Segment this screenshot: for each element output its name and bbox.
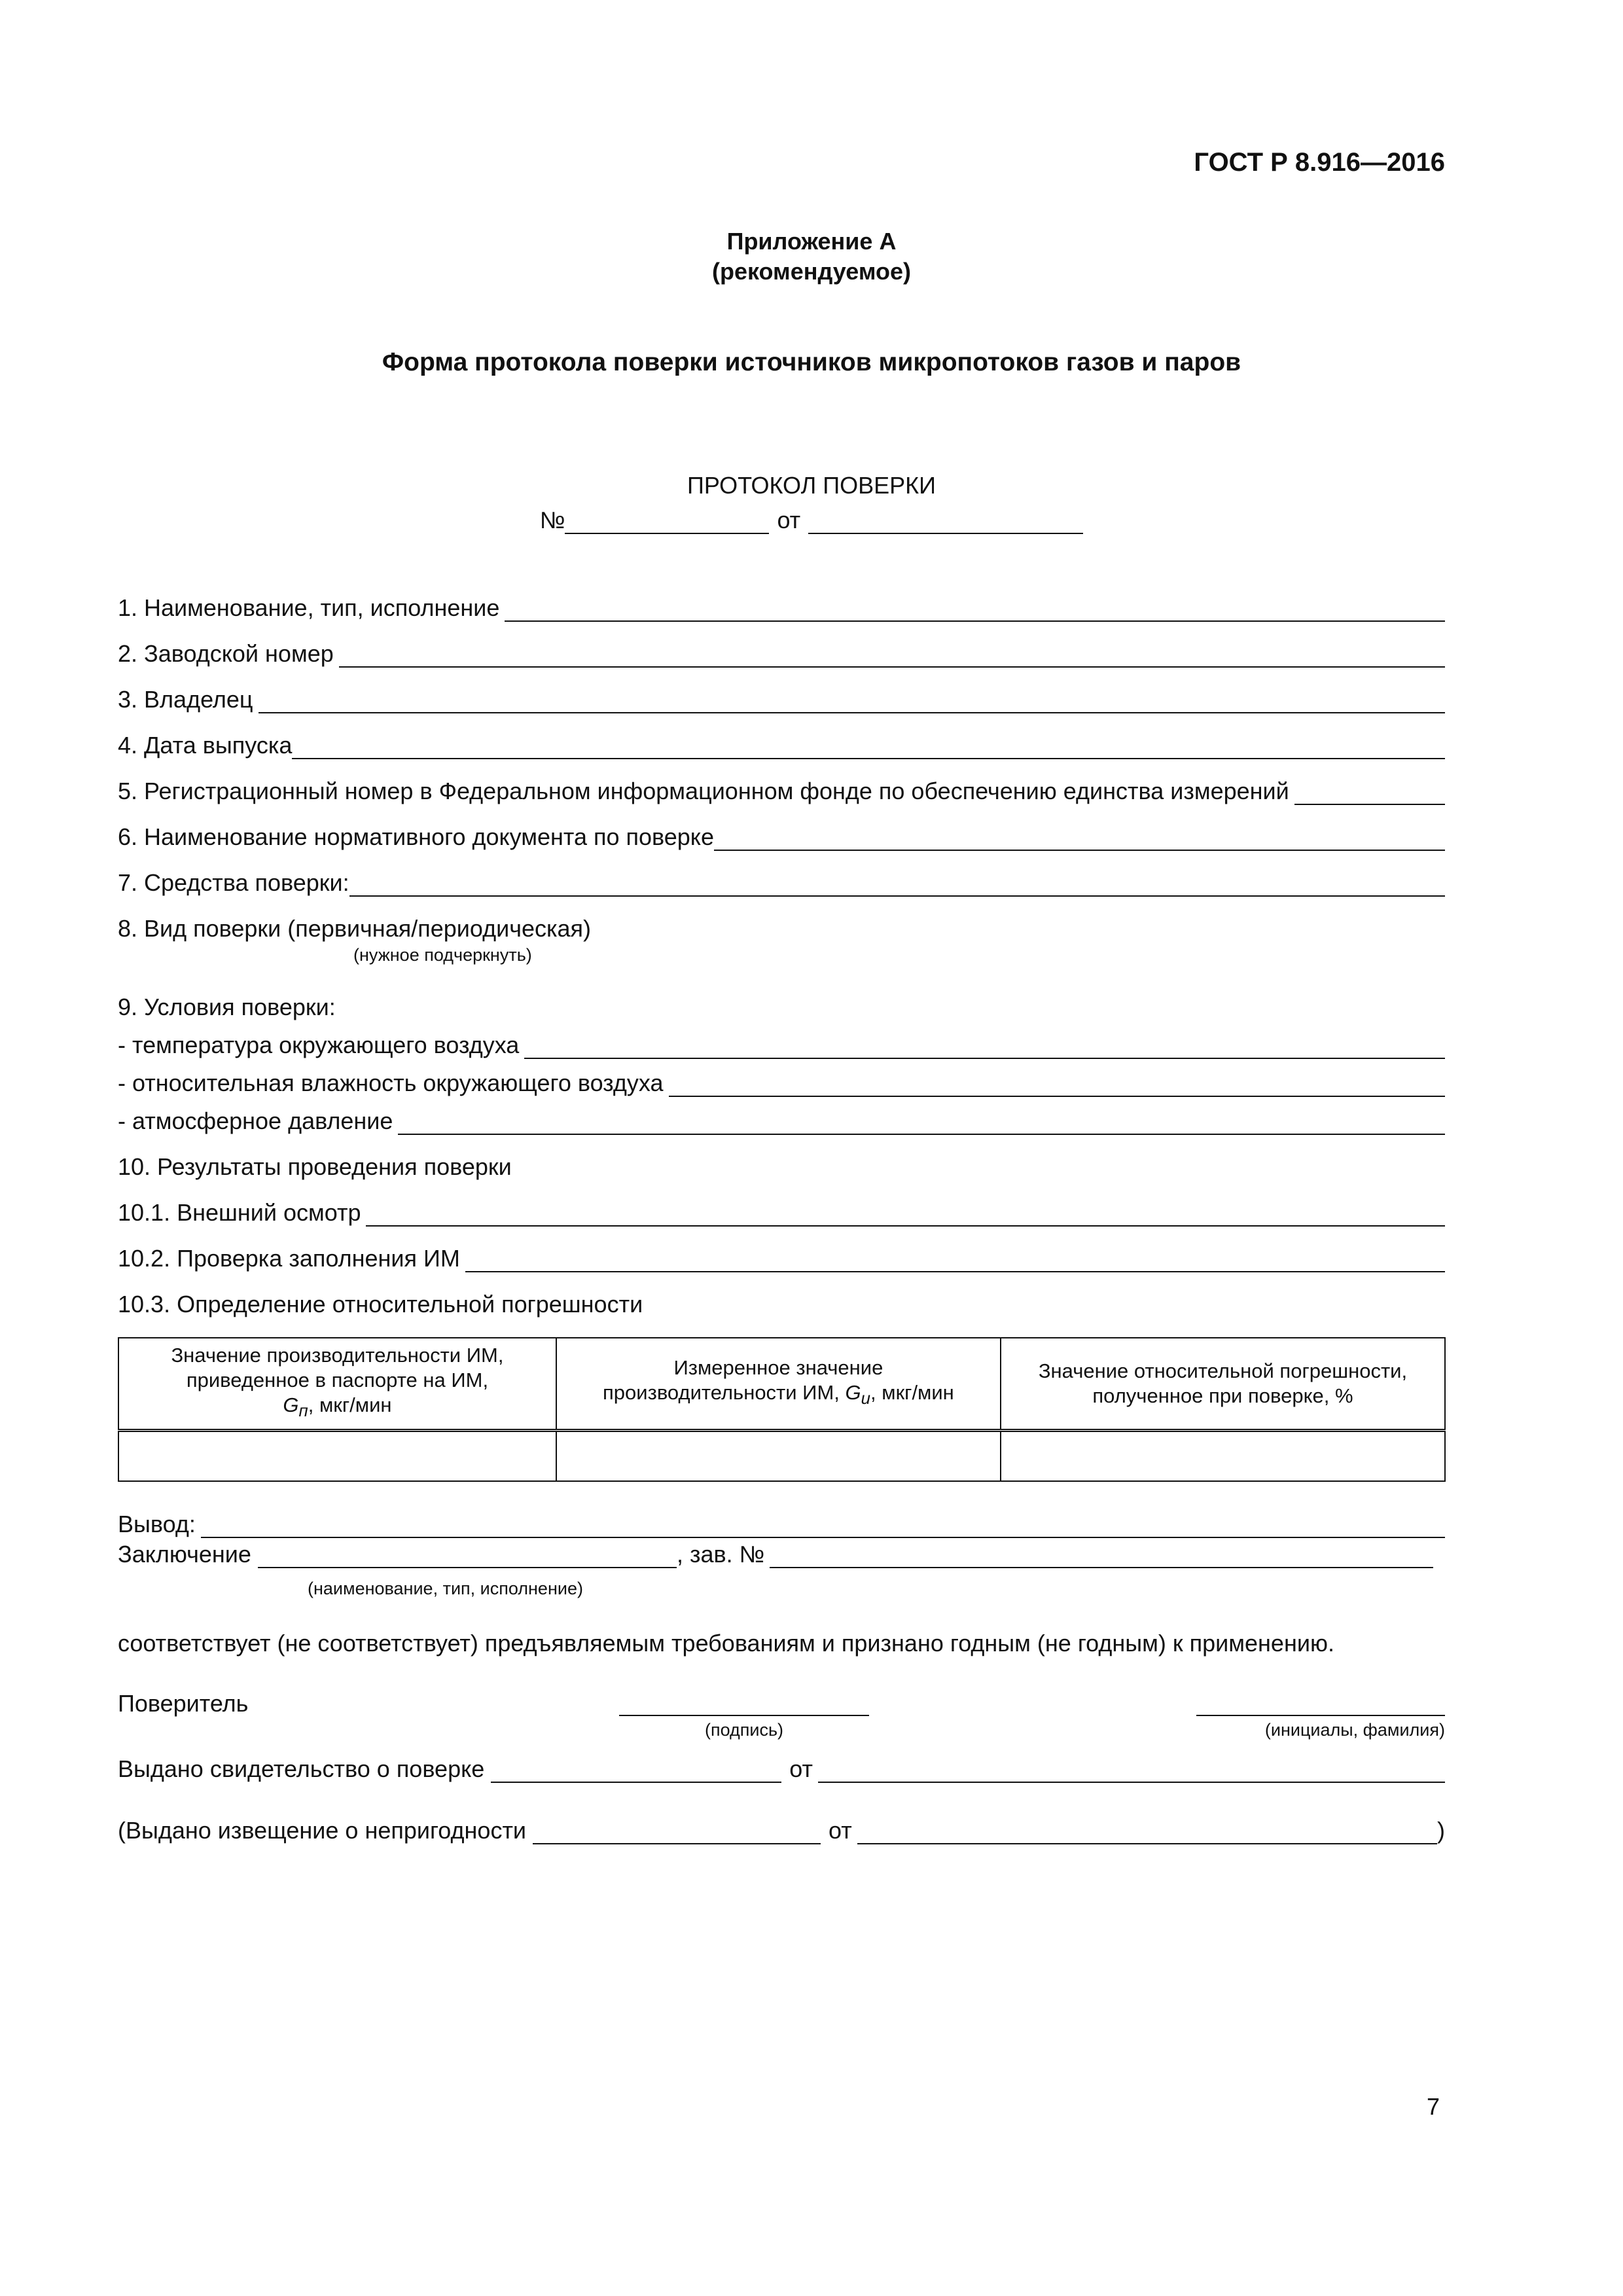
date-prefix: от: [777, 507, 801, 533]
certificate-number-input[interactable]: [491, 1759, 781, 1783]
field-label: - относительная влажность окружающего воздуха: [118, 1069, 664, 1096]
field-results: 10. Результаты проведения поверки: [118, 1153, 512, 1180]
field-release-date: [118, 732, 1445, 759]
table-header-passport-value: Значение производительности ИМ, приведенное в паспорте на ИМ, $G_п$, мкг/мин: [118, 1338, 556, 1431]
field-conclusion-summary: [118, 1511, 1445, 1538]
field-label: 2. Заводской номер: [118, 640, 334, 667]
standard-code: ГОСТ Р 8.916—2016: [1194, 148, 1445, 177]
field-label: 5. Регистрационный номер в Федеральном информационном фонде по обеспечению единства измерений: [118, 778, 1289, 804]
field-conclusion-summary-input[interactable]: [201, 1515, 1445, 1538]
notice-number-input[interactable]: [533, 1821, 821, 1844]
field-label: - атмосферное давление: [118, 1107, 393, 1134]
notice-date-input[interactable]: [857, 1821, 1437, 1844]
field-conditions: 9. Условия поверки:: [118, 994, 336, 1020]
field-name-type: [118, 594, 1445, 622]
protocol-title: ПРОТОКОЛ ПОВЕРКИ: [687, 472, 936, 499]
signature-field[interactable]: [619, 1715, 869, 1716]
field-external-inspection-input[interactable]: [366, 1203, 1445, 1227]
field-label: 7. Средства поверки:: [118, 869, 349, 896]
field-registration-number-input[interactable]: [1294, 781, 1445, 805]
field-owner-input[interactable]: [259, 690, 1445, 713]
field-label: от: [789, 1755, 813, 1782]
field-label: 1. Наименование, тип, исполнение: [118, 594, 500, 621]
field-humidity: [118, 1069, 1445, 1097]
field-external-inspection: [118, 1199, 1445, 1227]
table-header-row: [118, 1338, 1445, 1431]
field-label: (Выдано извещение о непригодности: [118, 1817, 527, 1844]
field-label: Заключение: [118, 1541, 251, 1568]
field-filling-check-input[interactable]: [465, 1249, 1445, 1272]
field-registration-number: [118, 778, 1445, 805]
number-prefix: №: [539, 507, 565, 533]
field-label: 3. Владелец: [118, 686, 253, 713]
field-label: 10.2. Проверка заполнения ИМ: [118, 1245, 460, 1272]
closing-parenthesis: ): [1437, 1817, 1445, 1844]
field-verification-type[interactable]: 8. Вид поверки (первичная/периодическая): [118, 915, 592, 942]
field-normative-document-input[interactable]: [714, 827, 1445, 851]
field-conclusion: [118, 1541, 1433, 1568]
compliance-statement: соответствует (не соответствует) предъявляемым требованиям и признано годным (не годным) к применению.: [118, 1630, 1334, 1657]
field-temperature-input[interactable]: [524, 1035, 1445, 1059]
table-row: [118, 1431, 1445, 1482]
certificate-date-input[interactable]: [818, 1759, 1445, 1783]
field-filling-check: [118, 1245, 1445, 1272]
appendix-title: Приложение А: [726, 228, 897, 255]
field-label: 4. Дата выпуска: [118, 732, 293, 759]
field-temperature: [118, 1031, 1445, 1059]
protocol-date-field[interactable]: [808, 511, 1083, 534]
field-pressure-input[interactable]: [398, 1111, 1445, 1135]
field-relative-error: 10.3. Определение относительной погрешности: [118, 1291, 643, 1318]
verifier-label: Поверитель: [118, 1690, 249, 1717]
protocol-number-row: [0, 504, 1623, 534]
field-humidity-input[interactable]: [669, 1073, 1445, 1097]
protocol-number-field[interactable]: [565, 511, 769, 534]
field-serial-number: [118, 640, 1445, 668]
name-hint: (инициалы, фамилия): [1264, 1720, 1445, 1740]
field-verification-means: [118, 869, 1445, 897]
results-table: [118, 1337, 1446, 1482]
field-verification-means-input[interactable]: [349, 873, 1445, 897]
field-label: - температура окружающего воздуха: [118, 1031, 520, 1058]
field-label: Выдано свидетельство о поверке: [118, 1755, 485, 1782]
field-pressure: [118, 1107, 1445, 1135]
name-field[interactable]: [1196, 1715, 1445, 1716]
table-cell-relative-error[interactable]: [1001, 1431, 1445, 1482]
field-certificate: [118, 1755, 1445, 1783]
field-label: 6. Наименование нормативного документа по поверке: [118, 823, 714, 850]
field-name-type-input[interactable]: [505, 598, 1445, 622]
table-cell-passport-value[interactable]: [118, 1431, 556, 1482]
field-conclusion-serial-input[interactable]: [770, 1545, 1433, 1568]
page-number: 7: [1426, 2093, 1440, 2120]
verification-type-hint: (нужное подчеркнуть): [353, 945, 532, 965]
field-label: , зав. №: [676, 1541, 765, 1568]
table-header-measured-value: Измеренное значение производительности ИМ, $G_и$, мкг/мин: [556, 1338, 1001, 1431]
field-owner: [118, 686, 1445, 713]
field-label: 10.1. Внешний осмотр: [118, 1199, 361, 1226]
field-label: от: [829, 1817, 852, 1844]
table-cell-measured-value[interactable]: [556, 1431, 1001, 1482]
field-label: Вывод:: [118, 1511, 196, 1537]
field-unsuitability-notice: [118, 1817, 1445, 1844]
signature-hint: (подпись): [704, 1720, 784, 1740]
field-release-date-input[interactable]: [292, 736, 1445, 759]
conclusion-hint: (наименование, тип, исполнение): [308, 1579, 583, 1598]
table-header-relative-error: Значение относительной погрешности, полученное при поверке, %: [1001, 1338, 1445, 1431]
appendix-status: (рекомендуемое): [712, 258, 911, 285]
field-conclusion-device-input[interactable]: [258, 1545, 677, 1568]
field-normative-document: [118, 823, 1445, 851]
field-serial-number-input[interactable]: [339, 644, 1445, 668]
form-title: Форма протокола поверки источников микропотоков газов и паров: [382, 348, 1241, 376]
